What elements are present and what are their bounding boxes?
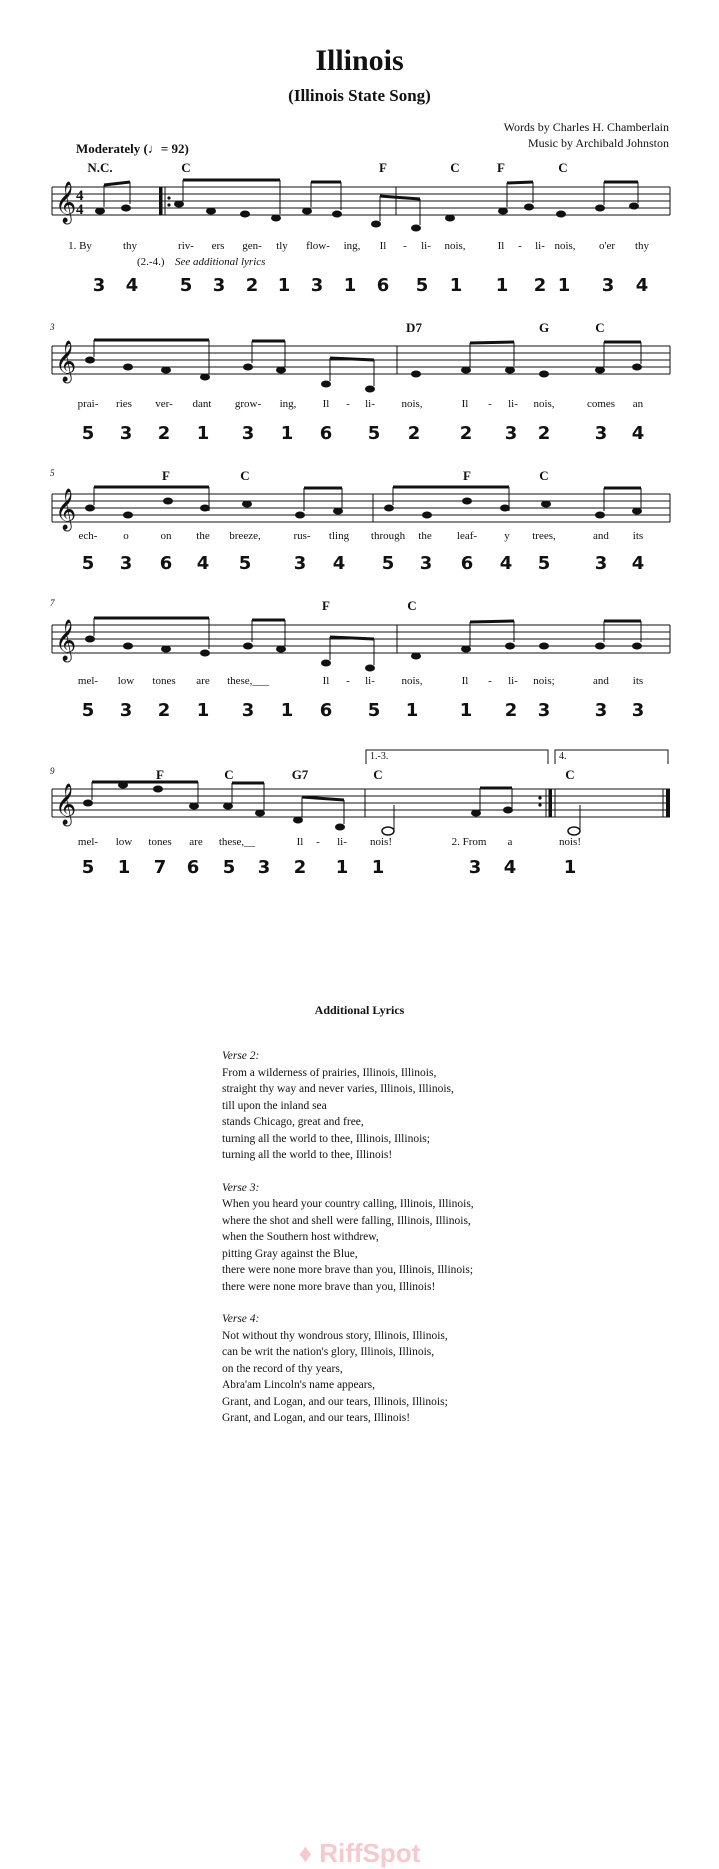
melody-number: 3 <box>241 700 255 721</box>
melody-number: 5 <box>179 275 193 296</box>
melody-number: 3 <box>419 553 433 574</box>
lyric-line: on the record of thy years, <box>222 1362 343 1375</box>
second-ending-label: 4. <box>559 751 567 762</box>
lyric-syllable: tly <box>276 240 288 252</box>
lyric-syllable: and <box>593 675 609 687</box>
verse-3 <box>222 1180 602 1296</box>
melody-number: 4 <box>332 553 346 574</box>
melody-number: 5 <box>238 553 252 574</box>
verse-note: (2.-4.) <box>137 256 165 268</box>
melody-number: 5 <box>222 857 236 878</box>
melody-number: 3 <box>601 275 615 296</box>
lyric-syllable: ers <box>211 240 225 252</box>
melody-number: 4 <box>631 423 645 444</box>
melody-number: 1 <box>196 700 210 721</box>
chord-symbol: C <box>373 767 383 782</box>
melody-number: 3 <box>241 423 255 444</box>
lyric-syllable: - <box>346 398 350 410</box>
lyric-syllable: - <box>346 675 350 687</box>
melody-number: 1 <box>196 423 210 444</box>
quarter-note-icon: ♩ <box>147 141 161 156</box>
melody-number: 2 <box>407 423 421 444</box>
chord-symbol: F <box>156 767 164 782</box>
melody-number: 3 <box>310 275 324 296</box>
lyric-syllable: - <box>316 836 320 848</box>
melody-number: 3 <box>504 423 518 444</box>
melody-number: 3 <box>537 700 551 721</box>
lyric-syllable: on <box>160 530 172 542</box>
melody-number: 3 <box>119 553 133 574</box>
lyric-line: Grant, and Logan, and our tears, Illinois, Illinois; <box>222 1395 448 1408</box>
melody-number: 6 <box>159 553 173 574</box>
melody-number: 2 <box>459 423 473 444</box>
lyric-line: turning all the world to thee, Illinois, Illinois; <box>222 1132 430 1145</box>
lyric-syllable: li- <box>365 398 375 410</box>
melody-number: 2 <box>537 423 551 444</box>
guitar-pick-icon: ♦ <box>298 1838 312 1868</box>
melody-number: 2 <box>533 275 547 296</box>
song-subtitle: (Illinois State Song) <box>288 86 431 105</box>
chord-symbol: F <box>322 598 330 613</box>
melody-number: 1 <box>280 423 294 444</box>
melody-number: 4 <box>503 857 517 878</box>
melody-number: 3 <box>594 423 608 444</box>
lyric-line: till upon the inland sea <box>222 1099 327 1112</box>
lyric-syllable: are <box>189 836 203 848</box>
lyric-syllable: Il <box>461 675 469 687</box>
melody-number: 3 <box>468 857 482 878</box>
lyric-line: stands Chicago, great and free, <box>222 1116 364 1128</box>
melody-number: 5 <box>81 700 95 721</box>
lyric-syllable: li- <box>421 240 431 252</box>
lyric-syllable: nois; <box>533 675 555 687</box>
lyric-line: when the Southern host withdrew, <box>222 1231 379 1243</box>
melody-number: 3 <box>257 857 271 878</box>
lyric-line: From a wilderness of prairies, Illinois, Illinois, <box>222 1066 437 1079</box>
melody-number: 5 <box>81 857 95 878</box>
lyric-line: When you heard your country calling, Illinois, Illinois, <box>222 1198 474 1210</box>
lyric-syllable: mel- <box>77 836 99 848</box>
lyric-syllable: ech- <box>78 530 98 542</box>
lyric-syllable: - <box>488 398 492 410</box>
lyric-syllable: its <box>632 675 644 687</box>
lyric-syllable: Il <box>497 240 505 252</box>
lyric-syllable: tling <box>328 530 350 542</box>
lyric-syllable: the <box>196 530 210 542</box>
melody-number: 3 <box>631 700 645 721</box>
melody-number: 2 <box>245 275 259 296</box>
lyric-line: pitting Gray against the Blue, <box>222 1247 358 1260</box>
melody-number: 4 <box>631 553 645 574</box>
lyric-syllable: ries <box>116 398 132 410</box>
lyric-syllable: dant <box>192 398 212 410</box>
melody-number: 5 <box>381 553 395 574</box>
lyric-syllable: ing, <box>343 240 361 252</box>
music-credit: Music by Archibald Johnston <box>528 136 669 150</box>
lyric-syllable: an <box>632 398 644 410</box>
lyric-syllable: nois! <box>370 836 392 848</box>
lyric-syllable: leaf- <box>456 530 478 542</box>
lyric-syllable: li- <box>508 675 518 687</box>
lyric-syllable: nois, <box>533 398 555 410</box>
melody-number: 1 <box>117 857 131 878</box>
lyric-syllable: tones <box>152 675 176 687</box>
first-ending-label: 1.-3. <box>370 751 389 762</box>
lyric-syllable: gen- <box>242 240 262 252</box>
chord-symbol: C <box>181 160 191 175</box>
lyric-syllable: nois! <box>559 836 581 848</box>
treble-clef-icon: 𝄞 <box>55 620 77 660</box>
lyric-syllable: li- <box>535 240 545 252</box>
verse-label: Verse 2: <box>222 1050 260 1062</box>
lyric-syllable: - <box>488 675 492 687</box>
chord-symbol: C <box>539 468 549 483</box>
tempo-value: = 92 <box>160 141 185 156</box>
melody-number: 1 <box>277 275 291 296</box>
svg-text:4: 4 <box>76 188 84 204</box>
lyric-syllable: Il <box>322 398 330 410</box>
verse-label: Verse 3: <box>222 1181 260 1194</box>
lyric-syllable: low <box>115 836 133 848</box>
chord-symbol: C <box>224 767 234 782</box>
melody-number: 3 <box>293 553 307 574</box>
melody-number: 3 <box>119 700 133 721</box>
lyric-syllable: flow- <box>306 240 330 252</box>
lyric-line: there were none more brave than you, Illinois, Illinois; <box>222 1264 474 1276</box>
lyric-syllable: nois, <box>444 240 466 252</box>
additional-lyrics <box>222 1048 602 1443</box>
chord-symbol: G <box>538 320 550 335</box>
treble-clefs <box>55 181 76 826</box>
svg-text:4: 4 <box>76 202 84 218</box>
melody-number: 2 <box>504 700 518 721</box>
melody-number: 5 <box>367 700 381 721</box>
see-additional-lyrics: See additional lyrics <box>175 256 266 268</box>
lyric-syllable: thy <box>122 240 138 252</box>
lyric-syllable: y <box>504 530 510 542</box>
lyric-syllable: o'er <box>598 240 616 252</box>
chord-symbol: C <box>595 320 605 335</box>
lyric-syllable: prai- <box>77 398 99 410</box>
chord-symbol: C <box>407 598 417 613</box>
logo-text: RiffSpot <box>319 1838 421 1868</box>
melody-number: 1 <box>459 700 473 721</box>
song-title: Illinois <box>315 44 404 77</box>
lyric-syllable: through <box>370 530 406 542</box>
lyric-line: there were none more brave than you, Illinois! <box>222 1280 436 1293</box>
lyric-line: Grant, and Logan, and our tears, Illinois! <box>222 1412 411 1424</box>
lyric-syllable: thy <box>634 240 650 252</box>
melody-number: 1 <box>449 275 463 296</box>
lyric-syllable: - <box>403 240 407 252</box>
lyric-syllable: these,__ <box>218 836 256 848</box>
melody-number: 6 <box>376 275 390 296</box>
words-credit: Words by Charles H. Chamberlain <box>503 120 669 134</box>
lyric-syllable: a <box>507 836 513 848</box>
chord-symbol: C <box>558 160 568 175</box>
verse-4 <box>222 1311 602 1427</box>
chord-symbol: F <box>497 160 505 175</box>
melody-number: 1 <box>495 275 509 296</box>
treble-clef-icon: 𝄞 <box>55 341 77 381</box>
lyric-syllable: comes <box>586 398 616 410</box>
lyric-syllable: breeze, <box>229 530 261 542</box>
lyric-syllable: its <box>632 530 644 542</box>
treble-clef-icon: 𝄞 <box>55 182 77 222</box>
melody-number: 4 <box>196 553 210 574</box>
treble-clef-icon: 𝄞 <box>55 489 77 529</box>
lyric-syllable: li- <box>508 398 518 410</box>
melody-number: 2 <box>157 423 171 444</box>
chord-symbol: N.C. <box>87 160 113 175</box>
lyric-syllable: ing, <box>279 398 297 410</box>
chord-symbol: C <box>450 160 460 175</box>
melody-number: 3 <box>212 275 226 296</box>
melody-number: 1 <box>563 857 577 878</box>
tempo-label: Moderately <box>76 141 141 156</box>
lyric-line: turning all the world to thee, Illinois! <box>222 1149 393 1161</box>
melody-number: 1 <box>557 275 571 296</box>
lyric-syllable: nois, <box>401 398 423 410</box>
lyric-syllable: Il <box>461 398 469 410</box>
measure-number: 9 <box>50 766 55 776</box>
melody-number: 1 <box>280 700 294 721</box>
riffspot-logo[interactable] <box>0 1838 719 1869</box>
lyric-syllable: 1. By <box>68 240 92 252</box>
melody-number: 6 <box>186 857 200 878</box>
lyric-syllable: these,___ <box>227 675 269 687</box>
chord-symbol: F <box>463 468 471 483</box>
melody-number: 3 <box>119 423 133 444</box>
lyric-line: Not without thy wondrous story, Illinois, Illinois, <box>222 1329 448 1342</box>
melody-number: 1 <box>405 700 419 721</box>
verse-2 <box>222 1048 602 1164</box>
lyric-syllable: o <box>123 530 129 542</box>
lyric-syllable: tones <box>148 836 172 848</box>
melody-number: 6 <box>319 700 333 721</box>
melody-number: 4 <box>499 553 513 574</box>
melody-number: 4 <box>125 275 139 296</box>
melody-number: 5 <box>367 423 381 444</box>
measure-number: 5 <box>50 468 55 478</box>
melody-number: 5 <box>415 275 429 296</box>
lyric-syllable: and <box>593 530 609 542</box>
melody-number: 5 <box>81 553 95 574</box>
lyric-syllable: nois, <box>401 675 423 687</box>
melody-number: 4 <box>635 275 649 296</box>
lyric-line: Abra'am Lincoln's name appears, <box>222 1379 375 1391</box>
lyric-syllable: trees, <box>532 530 556 542</box>
lyric-syllable: are <box>196 675 210 687</box>
time-signature <box>76 188 84 218</box>
chord-symbol: C <box>240 468 250 483</box>
lyric-syllable: nois, <box>554 240 576 252</box>
lyric-syllable: rus- <box>293 530 311 542</box>
volta-brackets <box>366 750 668 764</box>
melody-number: 1 <box>371 857 385 878</box>
verse-label: Verse 4: <box>222 1313 260 1325</box>
lyric-syllable: - <box>518 240 522 252</box>
melody-number: 6 <box>319 423 333 444</box>
lyric-line: can be writ the nation's glory, Illinois, Illinois, <box>222 1346 435 1358</box>
melody-number: 1 <box>335 857 349 878</box>
measure-number: 7 <box>50 598 55 608</box>
lyric-syllable: Il <box>379 240 387 252</box>
lyric-syllable: Il <box>322 675 330 687</box>
additional-lyrics-title: Additional Lyrics <box>314 1003 405 1017</box>
melody-number: 5 <box>81 423 95 444</box>
lyric-syllable: riv- <box>178 240 194 252</box>
melody-number: 6 <box>460 553 474 574</box>
music-staves <box>0 0 719 900</box>
lyric-syllable: low <box>117 675 135 687</box>
melody-number: 5 <box>537 553 551 574</box>
lyric-line: straight thy way and never varies, Illinois, Illinois, <box>222 1083 454 1095</box>
chord-symbol: C <box>565 767 575 782</box>
measure-number: 3 <box>50 322 55 332</box>
lyric-syllable: mel- <box>77 675 99 687</box>
staff-lines <box>52 187 670 817</box>
barlines <box>52 187 670 817</box>
melody-number: 3 <box>594 553 608 574</box>
chord-symbol: D7 <box>406 320 422 335</box>
melody-number: 3 <box>92 275 106 296</box>
lyric-syllable: 2. From <box>451 836 487 848</box>
lyric-syllable: grow- <box>234 398 262 410</box>
chord-symbol: G7 <box>291 767 309 782</box>
treble-clef-icon: 𝄞 <box>55 784 77 824</box>
melody-number: 2 <box>293 857 307 878</box>
lyric-syllable: li- <box>337 836 347 848</box>
melody-number: 3 <box>594 700 608 721</box>
chord-symbol: F <box>379 160 387 175</box>
lyric-syllable: the <box>418 530 432 542</box>
melody-number: 1 <box>343 275 357 296</box>
lyric-syllable: li- <box>365 675 375 687</box>
lyric-syllable: ver- <box>155 398 173 410</box>
melody-number: 2 <box>157 700 171 721</box>
lyric-syllable: Il <box>296 836 304 848</box>
lyric-line: where the shot and shell were falling, Illinois, Illinois, <box>222 1214 471 1227</box>
tempo-marking: Moderately (♩= 92) <box>76 141 189 156</box>
chord-symbol: F <box>162 468 170 483</box>
repeat-signs <box>159 187 670 817</box>
melody-number: 7 <box>153 857 167 878</box>
